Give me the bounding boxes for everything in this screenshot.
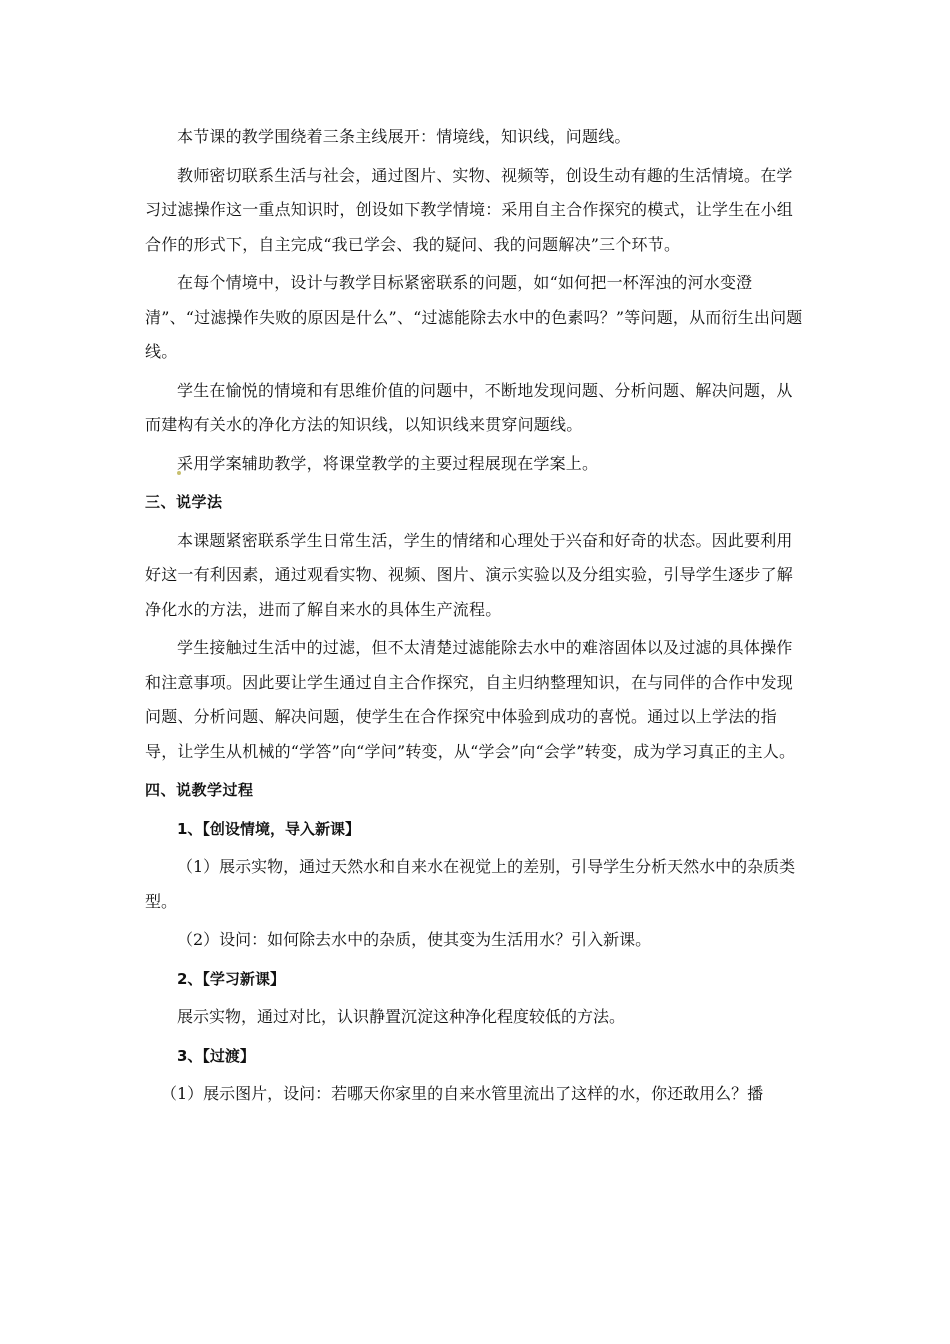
- step-2-title: 2、【学习新课】: [177, 969, 285, 988]
- step-1-item-1: （1）展示实物，通过天然水和自来水在视觉上的差别，引导学生分析天然水中的杂质类型。: [145, 857, 796, 911]
- intro-paragraph-5-text: 采用学案辅助教学，将课堂教学的主要过程展现在学案上。: [177, 453, 599, 473]
- intro-paragraph-2: 教师密切联系生活与社会，通过图片、实物、视频等，创设生动有趣的生活情境。在学习过滤操作这一重点知识时，创设如下教学情境：采用自主合作探究的模式，让学生在小组合作的形式下，自主完成“我已学会、我的疑问、我的问题解决”三个环节。: [145, 165, 794, 254]
- intro-paragraph-1: 本节课的教学围绕着三条主线展开：情境线，知识线，问题线。: [177, 127, 631, 146]
- step-3-title: 3、【过渡】: [177, 1046, 255, 1065]
- intro-paragraph-5: [145, 447, 805, 482]
- section-heading-study-method: 三、说学法: [145, 493, 223, 511]
- step-2-text: 展示实物，通过对比，认识静置沉淀这种净化程度较低的方法。: [177, 1007, 626, 1026]
- intro-paragraph-4: 学生在愉悦的情境和有思维价值的问题中，不断地发现问题、分析问题、解决问题，从而建构有关水的净化方法的知识线，以知识线来贯穿问题线。: [145, 380, 793, 434]
- step-3-item-1: （1）展示图片，设问：若哪天你家里的自来水管里流出了这样的水，你还敢用么？播: [161, 1084, 764, 1103]
- intro-paragraph-3: 在每个情境中，设计与教学目标紧密联系的问题，如“如何把一杯浑浊的河水变澄清”、“过滤操作失败的原因是什么”、“过滤能除去水中的色素吗？”等问题，从而衍生出问题线。: [145, 273, 803, 361]
- step-1-title: 1、【创设情境，导入新课】: [177, 819, 360, 838]
- study-method-paragraph-2: 学生接触过生活中的过滤，但不太清楚过滤能除去水中的难溶固体以及过滤的具体操作和注意事项。因此要让学生通过自主合作探究，自主归纳整理知识，在与同伴的合作中发现问题、分析问题、解决问题，使学生在合作探究中体验到成功的喜悦。通过以上学法的指导，让学生从机械的“学答”向“学问”转变，从“学会”向“会学”转变，成为学习真正的主人。: [145, 638, 796, 761]
- study-method-paragraph-1: 本课题紧密联系学生日常生活，学生的情绪和心理处于兴奋和好奇的状态。因此要利用好这一有利因素，通过观看实物、视频、图片、演示实验以及分组实验，引导学生逐步了解净化水的方法，进而了解自来水的具体生产流程。: [145, 530, 794, 619]
- section-heading-teaching-process: 四、说教学过程: [145, 781, 254, 799]
- step-1-item-2: （2）设问：如何除去水中的杂质，使其变为生活用水？引入新课。: [177, 930, 652, 949]
- document-body: [145, 120, 805, 1116]
